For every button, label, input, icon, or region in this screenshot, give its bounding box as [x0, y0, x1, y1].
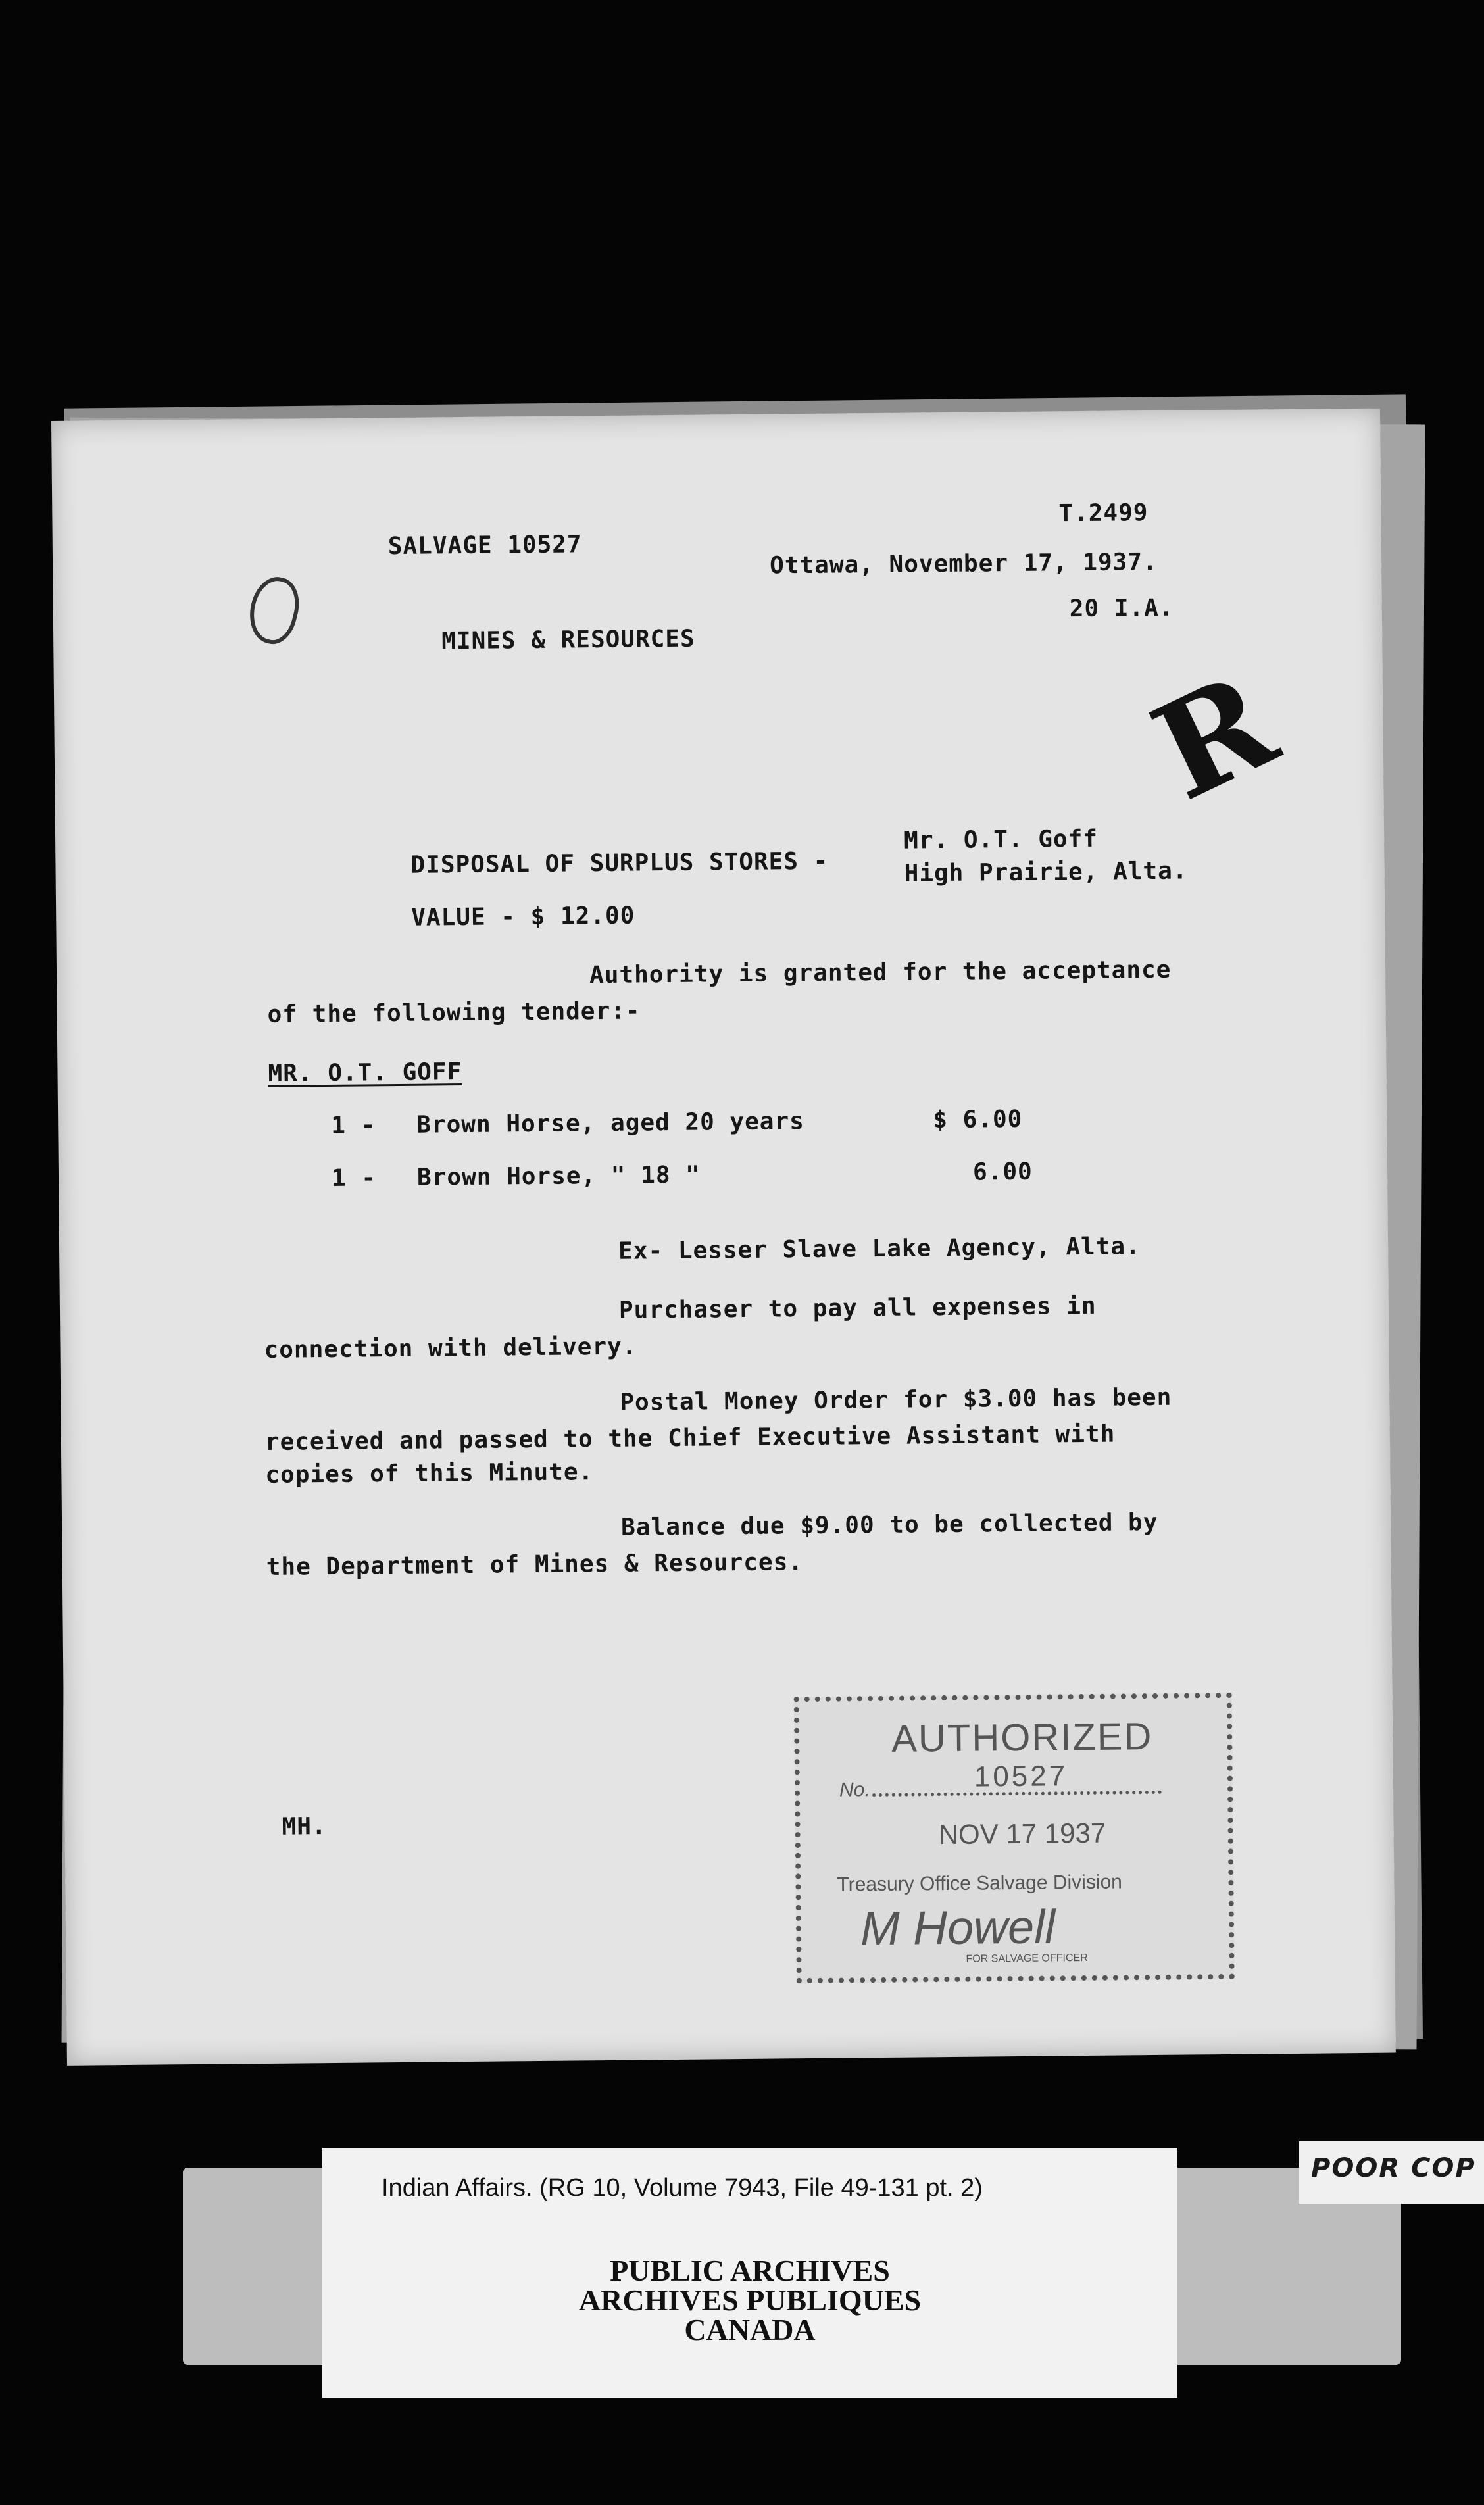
authority-line: Authority is granted for the acceptance	[589, 956, 1172, 989]
handwritten-mark	[243, 572, 305, 649]
ia-code: 20 I.A.	[1069, 594, 1174, 623]
t-number: T.2499	[1058, 499, 1149, 528]
stamp-role: FOR SALVAGE OFFICER	[966, 1952, 1088, 1965]
poor-copy-label	[1299, 2141, 1484, 2204]
item-description: Brown Horse, aged 20 years	[416, 1108, 804, 1139]
item-qty: 1 -	[331, 1164, 377, 1192]
stamp-signature: M Howell	[860, 1900, 1056, 1956]
salvage-reference: SALVAGE 10527	[387, 531, 582, 560]
archive-reference: Indian Affairs. (RG 10, Volume 7943, File 49-131 pt. 2)	[382, 2174, 983, 2202]
archive-label	[322, 2148, 1177, 2398]
archive-institution: ARCHIVES PUBLIQUES	[578, 2283, 922, 2317]
archive-country: CANADA	[684, 2313, 816, 2346]
archive-institution: PUBLIC ARCHIVES	[610, 2254, 890, 2287]
recipient-address: High Prairie, Alta.	[904, 857, 1188, 887]
initials: MH.	[282, 1813, 327, 1841]
authority-line: of the following tender:-	[267, 997, 641, 1028]
authorized-stamp	[794, 1693, 1235, 1983]
item-description: Brown Horse, " 18 "	[416, 1161, 701, 1191]
item-price: $ 6.00	[933, 1105, 1023, 1134]
value-line: VALUE - $ 12.00	[411, 902, 635, 931]
postal-line: received and passed to the Chief Executive Assistant with	[264, 1420, 1116, 1456]
ex-agency-line: Ex- Lesser Slave Lake Agency, Alta.	[618, 1233, 1141, 1265]
stamp-number-label: No.	[839, 1779, 870, 1801]
balance-line: Balance due $9.00 to be collected by	[620, 1508, 1158, 1541]
poor-copy-text: POOR COP	[1311, 2153, 1476, 2183]
place-date: Ottawa, November 17, 1937.	[769, 548, 1158, 580]
r-stamp-mark: R	[1131, 643, 1297, 831]
stamp-date: NOV 17 1937	[938, 1817, 1106, 1850]
purchaser-line: connection with delivery.	[264, 1333, 637, 1364]
postal-line: Postal Money Order for $3.00 has been	[620, 1383, 1172, 1416]
subject-label: DISPOSAL OF SURPLUS STORES -	[410, 847, 829, 879]
recipient-name: Mr. O.T. Goff	[903, 825, 1099, 855]
stamp-office: Treasury Office Salvage Division	[837, 1871, 1123, 1896]
item-qty: 1 -	[331, 1112, 376, 1139]
memo-page	[51, 409, 1396, 2066]
balance-line: the Department of Mines & Resources.	[266, 1549, 804, 1581]
stamp-number: 10527	[974, 1760, 1068, 1793]
purchaser-line: Purchaser to pay all expenses in	[618, 1292, 1097, 1324]
department: MINES & RESOURCES	[441, 625, 695, 655]
archive-card-tab	[183, 2168, 334, 2365]
postal-line: copies of this Minute.	[265, 1458, 594, 1489]
tenderer-name: MR. O.T. GOFF	[268, 1058, 462, 1087]
item-price: 6.00	[972, 1158, 1033, 1186]
stamp-title: AUTHORIZED	[891, 1715, 1153, 1760]
